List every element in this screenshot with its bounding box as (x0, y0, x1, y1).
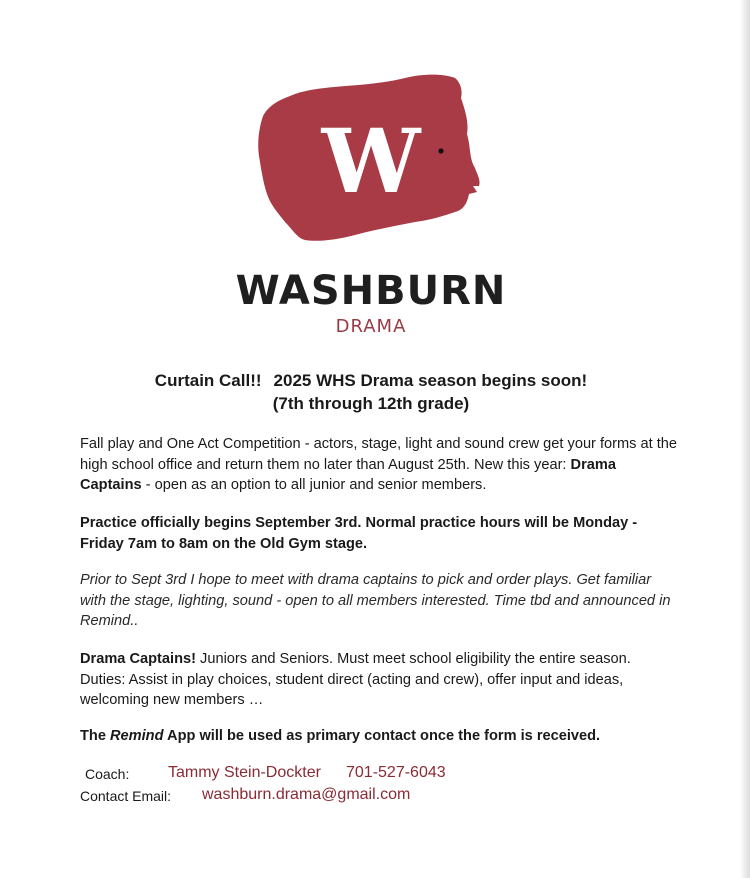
contact-email: washburn.drama@gmail.com (202, 786, 411, 803)
p1-text-2: - open as an option to all junior and senior members. (141, 477, 487, 493)
logo-letter: W (321, 109, 421, 213)
p1-text-1: Fall play and One Act Competition - actors, stage, light and sound crew get your forms at the high school office and return them no later than August 25th. New this year: (80, 436, 678, 473)
coach-label: Coach: (85, 766, 130, 782)
coach-name: Tammy Stein-Dockter (168, 764, 321, 781)
p5-italic: Remind (110, 728, 164, 744)
paragraph-remind (80, 726, 680, 747)
paragraph-prior: Prior to Sept 3rd I hope to meet with drama captains to pick and order plays. Get familiar with the stage, lighting, sound - open to all members interested. Time tbd and announced in Remind.. (80, 572, 671, 629)
headline-line-1 (0, 369, 746, 392)
page-edge-shadow (740, 0, 750, 878)
headline-curtain-call: Curtain Call!! (154, 371, 262, 390)
paragraph-fall-play (80, 434, 680, 496)
logo-dot (438, 148, 443, 153)
coach-phone: 701-527-6043 (346, 764, 446, 781)
p5-text-2: App will be used as primary contact once the form is received. (163, 728, 601, 744)
paragraph-practice: Practice officially begins September 3rd. Normal practice hours will be Monday - Friday 7am to 8am on the Old Gym stage. (80, 515, 638, 552)
headline-season: 2025 WHS Drama season begins soon! (273, 371, 588, 390)
p4-bold: Drama Captains! (80, 651, 196, 667)
brand-subtitle: DRAMA (335, 316, 407, 337)
paragraph-captains (80, 649, 680, 711)
brand-title: WASHBURN (235, 268, 507, 314)
p5-text-1: The (80, 728, 110, 744)
email-label: Contact Email: (80, 788, 172, 804)
p1-bold: Drama Captains (80, 456, 616, 493)
headline-line-2: (7th through 12th grade) (272, 394, 470, 413)
washburn-w-logo (255, 70, 485, 242)
p4-text: Juniors and Seniors. Must meet school eligibility the entire season. Duties: Assist in play choices, student direct (acting and crew), offer input and ideas, welcoming new members … (80, 651, 631, 708)
headline (0, 369, 746, 415)
